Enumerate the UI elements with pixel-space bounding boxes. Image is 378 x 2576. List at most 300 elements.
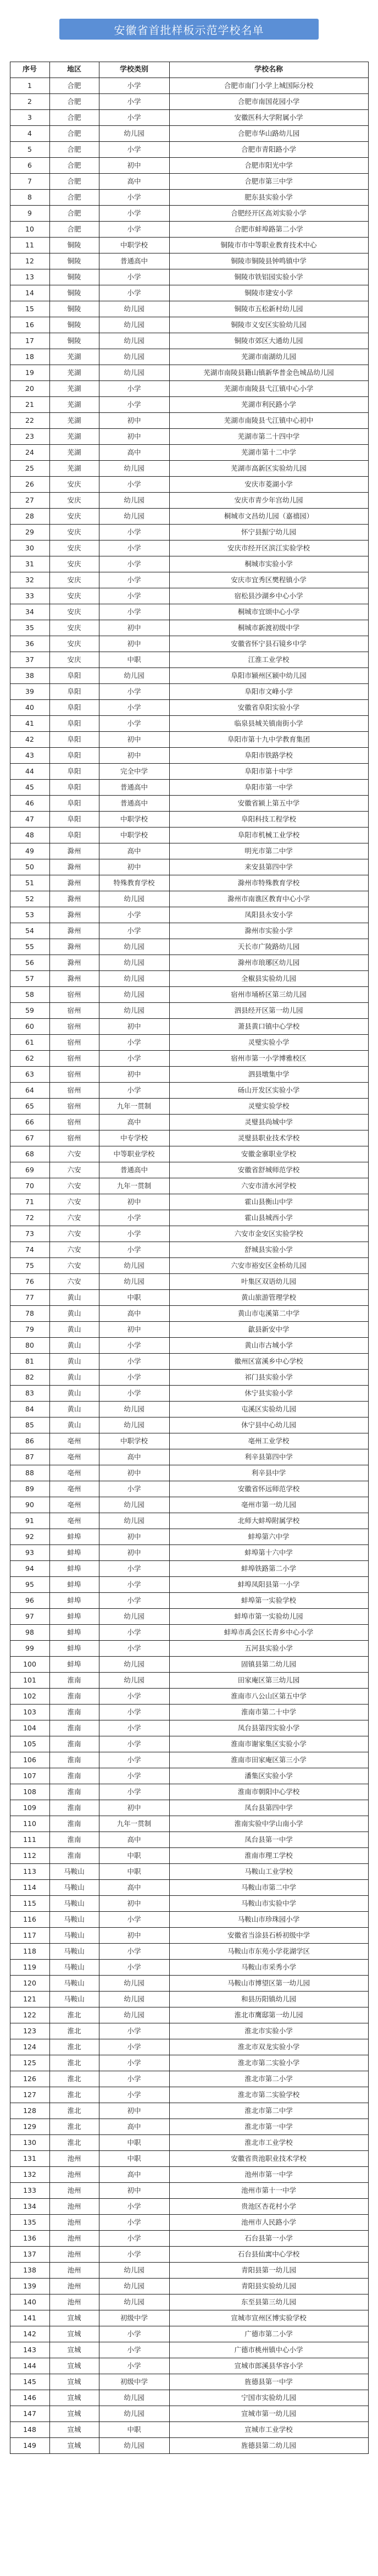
cell-region: 滁州 [49,939,99,955]
cell-school-name: 舒城县实验小学 [169,1242,368,1258]
cell-school-type: 初中 [99,1194,169,1210]
cell-number: 87 [10,1449,49,1465]
cell-region: 马鞍山 [49,1896,99,1912]
cell-number: 21 [10,397,49,413]
cell-school-type: 小学 [99,1705,169,1720]
cell-region: 淮南 [49,1768,99,1784]
cell-school-name: 芜湖市高新区实验幼儿园 [169,461,368,477]
cell-school-name: 合肥市华山路幼儿园 [169,126,368,142]
cell-number: 3 [10,110,49,126]
table-row [10,684,368,700]
cell-number: 1 [10,78,49,94]
table-row [10,668,368,684]
cell-region: 池州 [49,2263,99,2279]
table-row [10,2422,368,2438]
cell-school-type: 小学 [99,2023,169,2039]
cell-school-name: 淮南实验中学山南小学 [169,1816,368,1832]
cell-school-type: 幼儿园 [99,1258,169,1274]
cell-region: 池州 [49,2183,99,2199]
table-row [10,556,368,572]
cell-region: 宣城 [49,2406,99,2422]
table-row [10,1306,368,1322]
cell-number: 10 [10,222,49,238]
cell-school-type: 小学 [99,1338,169,1354]
cell-number: 138 [10,2263,49,2279]
cell-region: 池州 [49,2215,99,2231]
cell-region: 蚌埠 [49,1561,99,1577]
cell-school-name: 凤台县第四中学 [169,1800,368,1816]
cell-region: 淮南 [49,1816,99,1832]
table-row [10,2294,368,2310]
cell-region: 淮南 [49,1689,99,1705]
cell-school-name: 安徽医科大学附属小学 [169,110,368,126]
cell-school-type: 幼儿园 [99,939,169,955]
cell-number: 14 [10,285,49,301]
cell-school-name: 芜湖市南湖幼儿园 [169,349,368,365]
cell-region: 合肥 [49,206,99,222]
table-row [10,716,368,732]
cell-region: 淮北 [49,2071,99,2087]
table-row [10,907,368,923]
cell-region: 马鞍山 [49,1928,99,1944]
cell-number: 132 [10,2167,49,2183]
table-row [10,636,368,652]
table-row [10,333,368,349]
cell-number: 37 [10,652,49,668]
cell-school-type: 小学 [99,190,169,206]
cell-number: 82 [10,1370,49,1386]
table-row [10,2358,368,2374]
table-row [10,1178,368,1194]
table-row [10,349,368,365]
cell-region: 合肥 [49,190,99,206]
cell-school-type: 幼儿园 [99,2279,169,2294]
table-row [10,1816,368,1832]
table-row [10,1800,368,1816]
table-row [10,190,368,206]
cell-school-name: 铜陵市铁铝园实验小学 [169,269,368,285]
table-row [10,2087,368,2103]
cell-region: 合肥 [49,158,99,174]
cell-region: 马鞍山 [49,1960,99,1976]
cell-region: 六安 [49,1146,99,1162]
cell-school-type: 小学 [99,142,169,158]
table-row [10,1354,368,1370]
cell-number: 74 [10,1242,49,1258]
cell-school-name: 淮南市八公山区第五中学 [169,1689,368,1705]
table-row [10,461,368,477]
cell-school-type: 初中 [99,2103,169,2119]
cell-school-type: 幼儿园 [99,317,169,333]
table-row [10,1067,368,1083]
cell-school-name: 淮北市第二中学 [169,2103,368,2119]
table-row [10,158,368,174]
cell-school-name: 芜湖市南陵县弋江镇中心初中 [169,413,368,429]
table-row [10,2310,368,2326]
table-row [10,652,368,668]
cell-number: 49 [10,843,49,859]
cell-region: 安庆 [49,652,99,668]
cell-region: 蚌埠 [49,1577,99,1593]
table-row [10,1338,368,1354]
cell-school-type: 初中 [99,1896,169,1912]
cell-number: 7 [10,174,49,190]
table-row [10,1577,368,1593]
cell-number: 124 [10,2039,49,2055]
cell-number: 42 [10,732,49,748]
cell-region: 黄山 [49,1338,99,1354]
table-row [10,2263,368,2279]
table-row [10,1402,368,1417]
cell-school-name: 蚌埠铁路第二小学 [169,1561,368,1577]
cell-school-type: 小学 [99,1912,169,1928]
cell-number: 46 [10,796,49,812]
cell-number: 81 [10,1354,49,1370]
cell-school-type: 小学 [99,2326,169,2342]
table-row [10,939,368,955]
table-row [10,2342,368,2358]
table-row [10,1003,368,1019]
cell-number: 85 [10,1417,49,1433]
cell-region: 黄山 [49,1370,99,1386]
cell-school-type: 小学 [99,923,169,939]
cell-number: 100 [10,1657,49,1673]
cell-school-name: 马鞍山市珍珠园小学 [169,1912,368,1928]
cell-school-name: 北师大蚌埠附属学校 [169,1513,368,1529]
cell-region: 宣城 [49,2422,99,2438]
cell-school-type: 中职 [99,2135,169,2151]
cell-region: 马鞍山 [49,1912,99,1928]
cell-region: 安庆 [49,540,99,556]
cell-school-type: 幼儿园 [99,1992,169,2007]
cell-number: 148 [10,2422,49,2438]
table-row [10,732,368,748]
cell-school-name: 田家庵区第三幼儿园 [169,1673,368,1689]
cell-region: 合肥 [49,94,99,110]
cell-school-type: 普通高中 [99,780,169,796]
cell-number: 12 [10,253,49,269]
cell-number: 83 [10,1386,49,1402]
cell-school-name: 马鞍山市实验中学 [169,1896,368,1912]
cell-school-name: 黄山市屯溪第二中学 [169,1306,368,1322]
cell-number: 47 [10,812,49,828]
cell-region: 阜阳 [49,700,99,716]
cell-number: 128 [10,2103,49,2119]
table-row [10,1322,368,1338]
table-row [10,1019,368,1035]
cell-school-type: 幼儿园 [99,365,169,381]
cell-region: 黄山 [49,1386,99,1402]
table-row [10,1433,368,1449]
cell-school-type: 小学 [99,2358,169,2374]
cell-school-type: 初中 [99,732,169,748]
cell-school-type: 小学 [99,94,169,110]
cell-region: 阜阳 [49,828,99,843]
cell-school-type: 中职 [99,1290,169,1306]
cell-region: 黄山 [49,1290,99,1306]
cell-school-name: 芜湖市南陵县籍山镇新华普金色城品幼儿园 [169,365,368,381]
cell-number: 94 [10,1561,49,1577]
cell-region: 宣城 [49,2326,99,2342]
table-row [10,748,368,764]
cell-school-type: 初中 [99,1465,169,1481]
cell-number: 72 [10,1210,49,1226]
cell-school-name: 五河县实验小学 [169,1641,368,1657]
cell-region: 池州 [49,2247,99,2263]
cell-school-name: 徽州区富溪乡中心学校 [169,1354,368,1370]
cell-school-type: 幼儿园 [99,2294,169,2310]
table-row [10,1609,368,1625]
cell-school-type: 幼儿园 [99,1673,169,1689]
cell-number: 143 [10,2342,49,2358]
cell-school-name: 宣城市工业学校 [169,2422,368,2438]
cell-number: 57 [10,971,49,987]
cell-school-name: 安徽省怀远师范学校 [169,1481,368,1497]
table-row [10,2103,368,2119]
cell-number: 79 [10,1322,49,1338]
cell-school-type: 小学 [99,1481,169,1497]
cell-school-type: 高中 [99,1306,169,1322]
cell-school-name: 合肥市蚌埠路第二小学 [169,222,368,238]
cell-number: 68 [10,1146,49,1162]
cell-school-type: 幼儿园 [99,1003,169,1019]
cell-school-type: 小学 [99,1768,169,1784]
cell-school-type: 初中 [99,1928,169,1944]
table-row [10,1960,368,1976]
cell-school-name: 阜阳市文峰小学 [169,684,368,700]
cell-school-type: 幼儿园 [99,2390,169,2406]
cell-region: 滁州 [49,955,99,971]
cell-region: 淮北 [49,2023,99,2039]
cell-number: 84 [10,1402,49,1417]
cell-region: 宿州 [49,1003,99,1019]
cell-school-name: 阜阳市机械工业学校 [169,828,368,843]
cell-region: 滁州 [49,859,99,875]
table-row [10,253,368,269]
cell-region: 淮南 [49,1720,99,1736]
cell-region: 六安 [49,1162,99,1178]
cell-school-type: 幼儿园 [99,668,169,684]
cell-school-name: 铜陵市市中等职业教育技术中心 [169,238,368,253]
cell-school-name: 蚌埠凤阳县第一小学 [169,1577,368,1593]
table-row [10,2167,368,2183]
cell-school-type: 初中 [99,636,169,652]
table-row [10,2039,368,2055]
cell-school-type: 初中 [99,158,169,174]
table-row [10,126,368,142]
cell-school-type: 小学 [99,1641,169,1657]
cell-region: 阜阳 [49,732,99,748]
cell-number: 142 [10,2326,49,2342]
table-row [10,1657,368,1673]
cell-school-name: 利辛县第四中学 [169,1449,368,1465]
cell-school-name: 阜阳市第十中学 [169,764,368,780]
cell-region: 宿州 [49,1083,99,1099]
table-row [10,142,368,158]
table-row [10,843,368,859]
cell-school-name: 固镇县第二幼儿园 [169,1657,368,1673]
cell-school-type: 小学 [99,1561,169,1577]
cell-region: 黄山 [49,1322,99,1338]
cell-school-name: 安徽省当涂县石桥初级中学 [169,1928,368,1944]
cell-school-type: 高中 [99,1449,169,1465]
table-row [10,1497,368,1513]
cell-school-type: 中职学校 [99,812,169,828]
cell-school-name: 安徽省舒城师范学校 [169,1162,368,1178]
cell-school-name: 铜陵市建安小学 [169,285,368,301]
cell-school-type: 特殊教育学校 [99,875,169,891]
cell-number: 61 [10,1035,49,1051]
cell-school-name: 宿松县沙湖乡中心小学 [169,588,368,604]
cell-school-type: 中职 [99,1864,169,1880]
cell-region: 宣城 [49,2390,99,2406]
table-row [10,1210,368,1226]
cell-number: 50 [10,859,49,875]
cell-region: 六安 [49,1242,99,1258]
cell-school-type: 幼儿园 [99,1497,169,1513]
cell-number: 104 [10,1720,49,1736]
cell-number: 137 [10,2247,49,2263]
cell-school-name: 阜阳市铁路学校 [169,748,368,764]
table-row [10,445,368,461]
table-row [10,493,368,509]
cell-number: 65 [10,1099,49,1115]
table-row [10,1720,368,1736]
table-row [10,301,368,317]
cell-school-type: 小学 [99,1944,169,1960]
table-row [10,1545,368,1561]
cell-school-type: 幼儿园 [99,333,169,349]
table-row [10,1513,368,1529]
cell-school-type: 小学 [99,2247,169,2263]
cell-school-type: 小学 [99,525,169,540]
cell-school-name: 蚌埠市禹会区长青乡中心小学 [169,1625,368,1641]
cell-school-type: 高中 [99,2167,169,2183]
cell-school-name: 贵池区杏花村小学 [169,2199,368,2215]
cell-school-name: 阜阳科技工程学校 [169,812,368,828]
cell-number: 139 [10,2279,49,2294]
table-row [10,1115,368,1130]
cell-region: 宣城 [49,2310,99,2326]
cell-number: 114 [10,1880,49,1896]
cell-region: 阜阳 [49,668,99,684]
table-row [10,509,368,525]
cell-region: 芜湖 [49,365,99,381]
table-row [10,891,368,907]
cell-number: 34 [10,604,49,620]
table-row [10,1944,368,1960]
table-row [10,700,368,716]
cell-school-name: 和县历阳镇幼儿园 [169,1992,368,2007]
cell-school-type: 幼儿园 [99,1976,169,1992]
table-row [10,875,368,891]
cell-region: 阜阳 [49,812,99,828]
cell-region: 淮南 [49,1752,99,1768]
cell-region: 安庆 [49,556,99,572]
table-row [10,1848,368,1864]
table-row [10,1832,368,1848]
cell-school-type: 幼儿园 [99,1513,169,1529]
cell-school-name: 阜阳市颍州区颍中幼儿园 [169,668,368,684]
cell-number: 127 [10,2087,49,2103]
cell-school-type: 幼儿园 [99,1609,169,1625]
cell-school-name: 铜陵市铜陵县钟鸣镇中学 [169,253,368,269]
cell-number: 109 [10,1800,49,1816]
table-row [10,525,368,540]
cell-number: 39 [10,684,49,700]
cell-number: 27 [10,493,49,509]
cell-school-type: 小学 [99,1051,169,1067]
cell-school-type: 小学 [99,1226,169,1242]
cell-region: 马鞍山 [49,1944,99,1960]
cell-school-type: 中等职业学校 [99,1146,169,1162]
table-row [10,1912,368,1928]
cell-school-type: 初中 [99,413,169,429]
cell-number: 35 [10,620,49,636]
table-row [10,1641,368,1657]
cell-school-name: 淮北市实验小学 [169,2023,368,2039]
table-row [10,1864,368,1880]
cell-school-type: 幼儿园 [99,891,169,907]
cell-school-name: 淮北市第二实验学校 [169,2087,368,2103]
cell-school-type: 初中 [99,1019,169,1035]
cell-school-type: 初中 [99,1529,169,1545]
cell-school-name: 合肥经开区高刘实验小学 [169,206,368,222]
cell-school-name: 安庆市宜秀区樊程镇小学 [169,572,368,588]
cell-region: 滁州 [49,923,99,939]
cell-school-type: 高中 [99,445,169,461]
cell-region: 亳州 [49,1465,99,1481]
cell-number: 18 [10,349,49,365]
table-row [10,2231,368,2247]
cell-number: 145 [10,2374,49,2390]
cell-school-type: 九年一贯制 [99,1816,169,1832]
cell-school-name: 宣城市宣州区博实验学校 [169,2310,368,2326]
table-row [10,429,368,445]
cell-region: 六安 [49,1226,99,1242]
cell-school-type: 中职 [99,2422,169,2438]
table-row [10,94,368,110]
cell-region: 芜湖 [49,413,99,429]
cell-region: 芜湖 [49,445,99,461]
cell-region: 淮北 [49,2087,99,2103]
cell-region: 蚌埠 [49,1545,99,1561]
cell-school-type: 初中 [99,2183,169,2199]
cell-school-type: 幼儿园 [99,987,169,1003]
cell-number: 71 [10,1194,49,1210]
table-body [10,78,368,2454]
cell-region: 亳州 [49,1497,99,1513]
cell-school-name: 淮南市朝阳中心学校 [169,1784,368,1800]
cell-school-name: 铜陵市郊区大通幼儿园 [169,333,368,349]
cell-school-type: 中职学校 [99,1433,169,1449]
cell-school-name: 亳州工业学校 [169,1433,368,1449]
cell-number: 66 [10,1115,49,1130]
cell-number: 120 [10,1976,49,1992]
cell-school-name: 芜湖市利民路小学 [169,397,368,413]
cell-school-type: 普通高中 [99,253,169,269]
cell-number: 89 [10,1481,49,1497]
cell-school-name: 屯溪区实验幼儿园 [169,1402,368,1417]
cell-number: 107 [10,1768,49,1784]
cell-region: 安庆 [49,620,99,636]
cell-school-name: 安徽省阜阳实验小学 [169,700,368,716]
cell-region: 铜陵 [49,317,99,333]
table-row [10,1051,368,1067]
table-row [10,1673,368,1689]
cell-number: 8 [10,190,49,206]
cell-number: 5 [10,142,49,158]
